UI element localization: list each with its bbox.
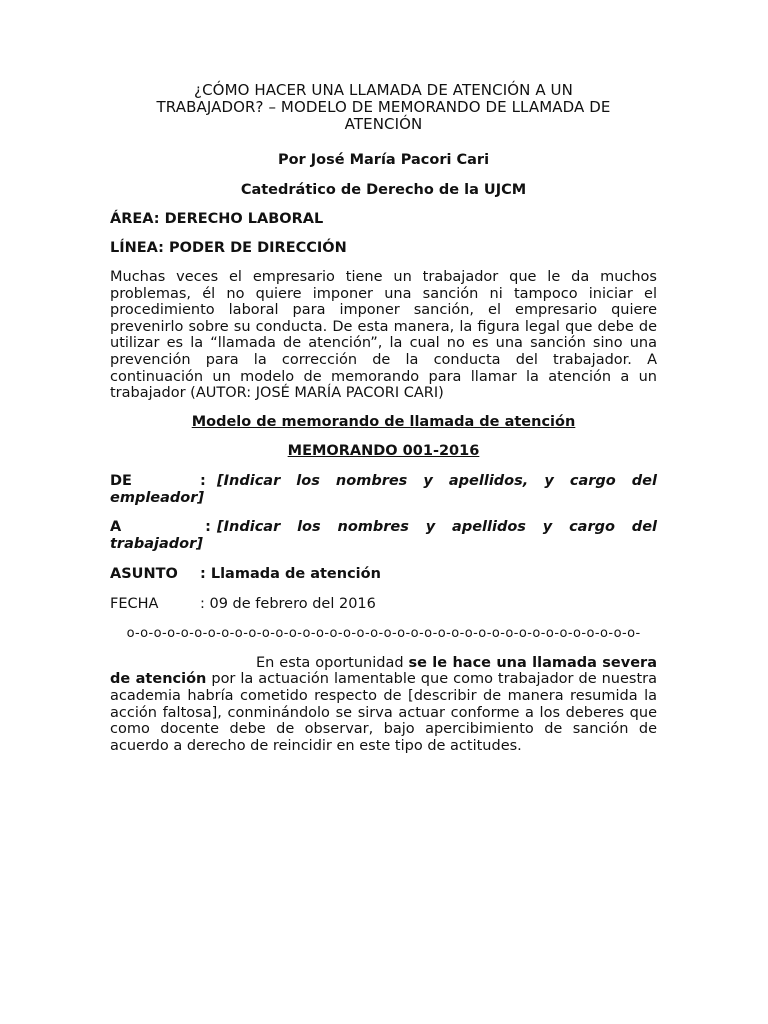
de-colon: : [200,472,206,489]
de-label: DE [110,472,132,489]
area-line: ÁREA: DERECHO LABORAL [110,211,324,227]
body-part-2: por la actuación lamentable que como trabajador de nuestra academia habría cometido respecto de [describir de manera resumida la acción faltosa], conminándolo se sirva actuar conforme a los deberes que como docente debe de observar, bajo apercibimiento de sanción de acuerdo a derecho de reincidir en este tipo de actitudes. [110,671,657,754]
author-line: Por José María Pacori Cari [277,152,490,168]
document-page [110,82,657,754]
body-part-1: En esta oportunidad [256,654,409,671]
body-bold: se le hace una llamada severa de atención [110,654,657,688]
document-title [110,82,657,133]
fecha-value: : 09 de febrero del 2016 [200,595,376,612]
asunto-field [110,566,657,583]
de-value: [Indicar los nombres y apellidos, y cargo del empleador] [110,472,657,506]
a-value: [Indicar los nombres y apellidos y cargo del trabajador] [110,518,657,552]
fecha-field [110,596,657,613]
a-label: A [110,518,122,535]
title-line-1: ¿CÓMO HACER UNA LLAMADA DE ATENCIÓN A UN [194,81,573,99]
asunto-label: ASUNTO [110,565,178,582]
a-colon: : [205,518,211,535]
linea-line: LÍNEA: PODER DE DIRECCIÓN [110,240,347,256]
position-line: Catedrático de Derecho de la UJCM [240,182,527,198]
separator-line: o-o-o-o-o-o-o-o-o-o-o-o-o-o-o-o-o-o-o-o-o-o-o-o-o-o-o-o-o-o-o-o-o-o-o-o-o-o- [126,625,641,641]
asunto-value: : Llamada de atención [200,565,381,582]
memo-number: MEMORANDO 001-2016 [287,442,480,459]
body-paragraph [110,655,657,755]
title-line-2: TRABAJADOR? – MODELO DE MEMORANDO DE LLAMADA DE [156,98,611,116]
fecha-label: FECHA [110,595,159,612]
title-line-3: ATENCIÓN [344,115,423,133]
model-heading: Modelo de memorando de llamada de atención [191,413,576,430]
intro-paragraph: Muchas veces el empresario tiene un trabajador que le da muchos problemas, él no quiere imponer una sanción ni tampoco iniciar el procedimiento laboral para imponer sanción, el empresario quiere prevenirlo sobre su conducta. De esta manera, la figura legal que debe de utilizar es la “llamada de atención”, la cual no es una sanción sino una prevención para la corrección de la conducta del trabajador. A continuación un modelo de memorando para llamar la atención a un trabajador (AUTOR: JOSÉ MARÍA PACORI CARI) [110,269,657,402]
